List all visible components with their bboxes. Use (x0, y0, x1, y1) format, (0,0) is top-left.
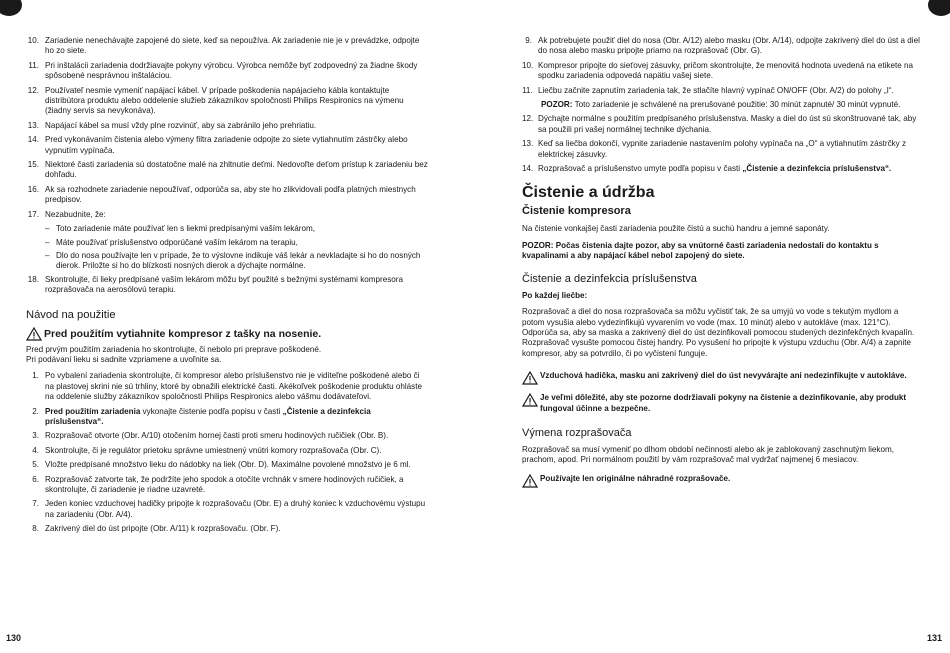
list-item-body: Ak sa rozhodnete zariadenie nepoužívať, odporúča sa, aby ste ho zlikvidovali podľa platných miestnych predpisov. (45, 184, 416, 205)
list-item-text (45, 524, 428, 534)
list-item-text (45, 36, 428, 57)
list-item-text (538, 86, 922, 96)
list-item-body: Rozprašovač a príslušenstvo umyte podľa popisu v časti (538, 164, 743, 174)
list-item-number: 6. (32, 474, 39, 484)
page-number-right: 131 (926, 632, 942, 643)
list-item-text: Skontrolujte, či lieky predpísané vaším lekárom môžu byť použité s bežnými systémami kompresora rozprašovača na aerosólovú terapiu. (45, 274, 403, 295)
list-item-number: 1. (32, 371, 39, 381)
list-item (26, 160, 428, 181)
left-page (26, 36, 428, 539)
list-item (26, 371, 428, 402)
corner-tab-right (928, 0, 950, 16)
list-item-body: Vložte predpísané množstvo lieku do nádobky na liek (Obr. D). Maximálne povolené množstvo je 6 ml. (45, 460, 411, 470)
list-item (26, 275, 428, 296)
corner-tab-left (0, 0, 22, 16)
page-number-left: 130 (6, 632, 22, 643)
list-item-text (45, 407, 428, 428)
list-item (26, 475, 428, 496)
replacement-heading: Výmena rozprašovača (522, 426, 632, 439)
list-item-number: 11. (28, 60, 39, 70)
list-item-number: 11. (522, 85, 533, 95)
warning-cleaning-text: Je veľmi dôležité, aby ste pozorne dodržiavali pokyny na čistenie a dezinfikovanie, aby produkt fungoval účinne a bezpečne. (540, 393, 907, 413)
dash-item-text: Dlo do nosa používajte len v prípade, že to výslovne indikuje váš lekár a nevkladajte si ho do nosných dierok. Priložte si ho do blízkosti nosných dierok a dýchajte normálne. (56, 250, 421, 271)
usage-heading: Návod na použitie (26, 308, 116, 321)
list-item-text (45, 61, 428, 82)
list-item-text (538, 36, 922, 57)
cleaning-title: Čistenie a údržba (522, 184, 655, 202)
list-item (26, 524, 428, 534)
compressor-warning: POZOR: Počas čistenia dajte pozor, aby sa vnútorné časti zariadenia nedostali do kontaktu s kvapalinami a aby napájací kábel nebol zapojený do siete. (522, 240, 879, 261)
dash-item-text: Máte používať príslušenstvo odporúčané vaším lekárom na terapiu, (56, 237, 298, 247)
warning-icon (522, 393, 538, 407)
list-item-number: 2. (32, 406, 39, 416)
list-item-number: 13. (27, 120, 39, 130)
list-item (26, 210, 428, 220)
usage-intro: Pred prvým použitím zariadenia ho skontrolujte, či nebolo pri preprave poškodené. Pri podávaní lieku si sadnite vzpriamene a uvoľnite sa. (26, 344, 322, 364)
list-item-body: Dýchajte normálne s použitím predpísaného príslušenstva. Masky a diel do úst sú skonštruované tak, aby sa použili pri vašej normálnej technike dýchania. (538, 114, 917, 134)
list-item-text (45, 499, 428, 520)
list-item-body: Po vybalení zariadenia skontrolujte, či kompresor alebo príslušenstvo nie je viditeľne poškodené alebo či na plastovej skrini nie sú trhliny, ktoré by obnažili elektrické časti. Akékoľvek poškodenie produktu ohláste na oddelenie služby zákazníkov spoločnosti Philips Respironics alebo vášmu dodávateľovi. (45, 371, 422, 402)
list-item-body: Ak potrebujete použiť diel do nosa (Obr. A/12) alebo masku (Obr. A/14), odpojte zakrivený diel do úst a diel do nosa alebo masku pripojte priamo na rozprašovač (Obr. G). (538, 36, 920, 56)
usage-warning-text: Pred použitím vytiahnite kompresor z tašky na nosenie. (44, 327, 322, 340)
list-item-number: 15. (27, 160, 39, 170)
list-item-number: 12. (522, 114, 534, 124)
pozor-text: Toto zariadenie je schválené na prerušované použitie: 30 minút zapnuté/ 30 minút vypnuté. (572, 100, 901, 110)
dash-item (45, 251, 428, 272)
warning-original (522, 474, 922, 488)
pozor-label: POZOR: (541, 100, 573, 110)
list-item-number: 9. (525, 36, 532, 45)
list-item-text (45, 160, 428, 181)
list-item-body: Zakrivený diel do úst pripojte (Obr. A/11) k rozprašovaču. (Obr. F). (45, 524, 281, 534)
list-item-text (538, 61, 922, 82)
list-item-number: 10. (522, 60, 534, 70)
list-item-text (45, 86, 428, 117)
list-item-body: Rozprašovač otvorte (Obr. A/10) otočením hornej časti proti smeru hodinových ručičiek (Obr. B). (45, 431, 389, 441)
list-item-number: 5. (32, 460, 39, 470)
list-item-number: 3. (32, 431, 39, 441)
usage-warning (26, 327, 428, 341)
compressor-heading: Čistenie kompresora (522, 205, 631, 218)
list-item-text (45, 446, 428, 456)
list-item-number: 8. (32, 524, 39, 534)
list-item-number: 18. (27, 274, 39, 284)
accessory-heading: Čistenie a dezinfekcia príslušenstva (522, 272, 697, 285)
list-item-body: Nezabudnite, že: (45, 209, 106, 219)
list-item-text (45, 431, 428, 441)
list-item-number: 10. (27, 36, 39, 45)
list-item-text (45, 185, 428, 206)
list-item (26, 446, 428, 456)
list-item (522, 61, 922, 82)
warning-autoclave (522, 371, 922, 385)
compressor-text: Na čistenie vonkajšej časti zariadenia použite čistú a suchú handru a jemné saponáty. (522, 224, 830, 234)
dash-marker: – (45, 224, 50, 234)
warning-icon (522, 371, 538, 385)
list-item (26, 86, 428, 117)
list-item-number: 14. (27, 135, 39, 145)
list-item-body: vykonajte čistenie podľa popisu v časti (140, 406, 283, 416)
list-item-body: Pred vykonávaním čistenia alebo výmeny filtra zariadenie odpojte zo siete vytiahnutím zástrčky alebo vypnutím vypínača. (45, 135, 408, 155)
list-item-body: Napájací kábel sa musí vždy plne rozvinúť, aby sa zabránilo jeho prehriatiu. (45, 120, 317, 130)
after-each-label: Po každej liečbe: (522, 290, 588, 300)
list-item-body: Pri inštalácii zariadenia dodržiavajte pokyny výrobcu. Výrobca nemôže byť zodpovedný za žiadne škody spôsobené nesprávnou inštaláciou. (45, 60, 418, 81)
list-item (522, 86, 922, 96)
list-item-body: Zariadenie nenechávajte zapojené do siete, keď sa nepoužíva. Ak zariadenie nie je v prevádzke, odpojte ho zo siete. (45, 36, 420, 56)
list-item-text (45, 371, 428, 402)
list-item-text (45, 135, 428, 156)
list-item (26, 36, 428, 57)
list-item-number: 4. (32, 445, 39, 455)
accessory-text: Rozprašovač a diel do nosa rozprašovača sa môžu vyčistiť tak, že sa umyjú vo vode s tekutým mydlom a potom vysušia alebo vydezinfikujú vyvarením vo vode (max. 10 minút) alebo v autokláve (max. 121°C). Odporúča sa, aby sa maska a zakrivený diel do úst dezinfikovali pomocou studených dezinfekčných kvapalín. Rozprašovač vysušte pomocou čistej handry. Po vysušení ho pripojte k výstupu vzduchu (Obr. A/4) a zapnite kompresor, aby sa potvrdilo, či po vyčistení funguje. (522, 307, 915, 358)
list-item-text (45, 210, 428, 220)
dash-marker: – (45, 237, 50, 247)
warning-icon (522, 474, 538, 488)
list-item-text (538, 114, 922, 135)
list-item-number: 7. (32, 499, 39, 509)
list-item-number: 17. (27, 209, 39, 219)
list-item-body: Skontrolujte, či je regulátor prietoku správne umiestnený vnútri komory rozprašovača (Obr. C). (45, 445, 382, 455)
list-item-body: Rozprašovač zatvorte tak, že podržíte jeho spodok a otočíte vrchnák v smere hodinových ručičiek, a skontrolujte, či zariadenie je riadne uzavreté. (45, 474, 404, 494)
warning-cleaning (522, 393, 922, 414)
list-item-body: Jeden koniec vzduchovej hadičky pripojte k rozprašovaču (Obr. E) a druhý koniec k vzduchovému výstupu na zariadeniu (Obr. A/4). (45, 499, 426, 519)
list-item-body: Keď sa liečba dokončí, vypnite zariadenie nastavením polohy vypínača na „O“ a vytiahnutím zástrčky z elektrickej zásuvky. (538, 139, 907, 159)
list-item-text (45, 475, 428, 496)
warning-autoclave-text: Vzduchová hadička, masku ani zakrivený diel do úst nevyvárajte ani nedezinfikujte v autokláve. (540, 371, 907, 381)
list-item-text (45, 121, 428, 131)
list-item-text (45, 460, 428, 470)
list-item-bold-suffix: „Čistenie a dezinfekcia príslušenstva“. (45, 406, 371, 426)
list-item (26, 135, 428, 156)
list-item-number: 12. (27, 85, 39, 95)
warning-icon (26, 327, 42, 341)
right-page (522, 36, 922, 494)
dash-marker: – (45, 250, 50, 260)
replacement-text: Rozprašovač sa musí vymeniť po dlhom období nečinnosti alebo ak je zablokovaný zaschnutým liekom, prachom, apod. Pri normálnom použití by vám rozprašovač mal vydržať najmenej 6 mesiacov. (522, 444, 894, 465)
pozor-note (522, 100, 922, 110)
list-item (26, 499, 428, 520)
list-item-text (538, 139, 922, 160)
list-item (522, 114, 922, 135)
dash-item-text: Toto zariadenie máte používať len s liekmi predpísanými vaším lekárom, (56, 224, 315, 234)
list-item-number: 14. (522, 164, 534, 174)
list-item (26, 407, 428, 428)
list-item-number: 13. (522, 139, 534, 149)
list-item-text (538, 164, 922, 174)
list-item (26, 121, 428, 131)
list-item-body: Používateľ nesmie vymeniť napájací kábel. V prípade poškodenia napájacieho kábla kontaktujte distribútora produktu alebo oddelenie služieb zákazníkov spoločnosti Philips Respironics na výmenu (žiadny servis sa nevykonáva). (45, 85, 404, 116)
list-item-body: Niektoré časti zariadenia sú dostatočne malé na zhltnutie deťmi. Nedovoľte deťom prístup k zariadeniu bez dohľadu. (45, 160, 428, 180)
list-item-bold-prefix: Pred použitím zariadenia (45, 406, 141, 416)
dash-item (45, 238, 428, 248)
list-item-body: Liečbu začnite zapnutím zariadenia tak, že stlačíte hlavný vypínač ON/OFF (Obr. A/2) do polohy „I“. (538, 85, 894, 95)
list-item (26, 460, 428, 470)
list-item-bold-suffix: „Čistenie a dezinfekcia príslušenstva“. (742, 164, 892, 174)
list-item-number: 16. (27, 184, 39, 194)
list-item-body: Kompresor pripojte do sieťovej zásuvky, pričom skontrolujte, že menovitá hodnota uvedená na etikete na spodku zariadenia odpovedá napätiu vašej siete. (538, 60, 913, 81)
list-item (26, 185, 428, 206)
list-item (26, 61, 428, 82)
list-item (522, 139, 922, 160)
list-item (26, 431, 428, 441)
list-item (522, 36, 922, 57)
list-item (522, 164, 922, 174)
dash-item (45, 224, 428, 234)
warning-original-text: Používajte len originálne náhradné rozprašovače. (540, 473, 731, 483)
